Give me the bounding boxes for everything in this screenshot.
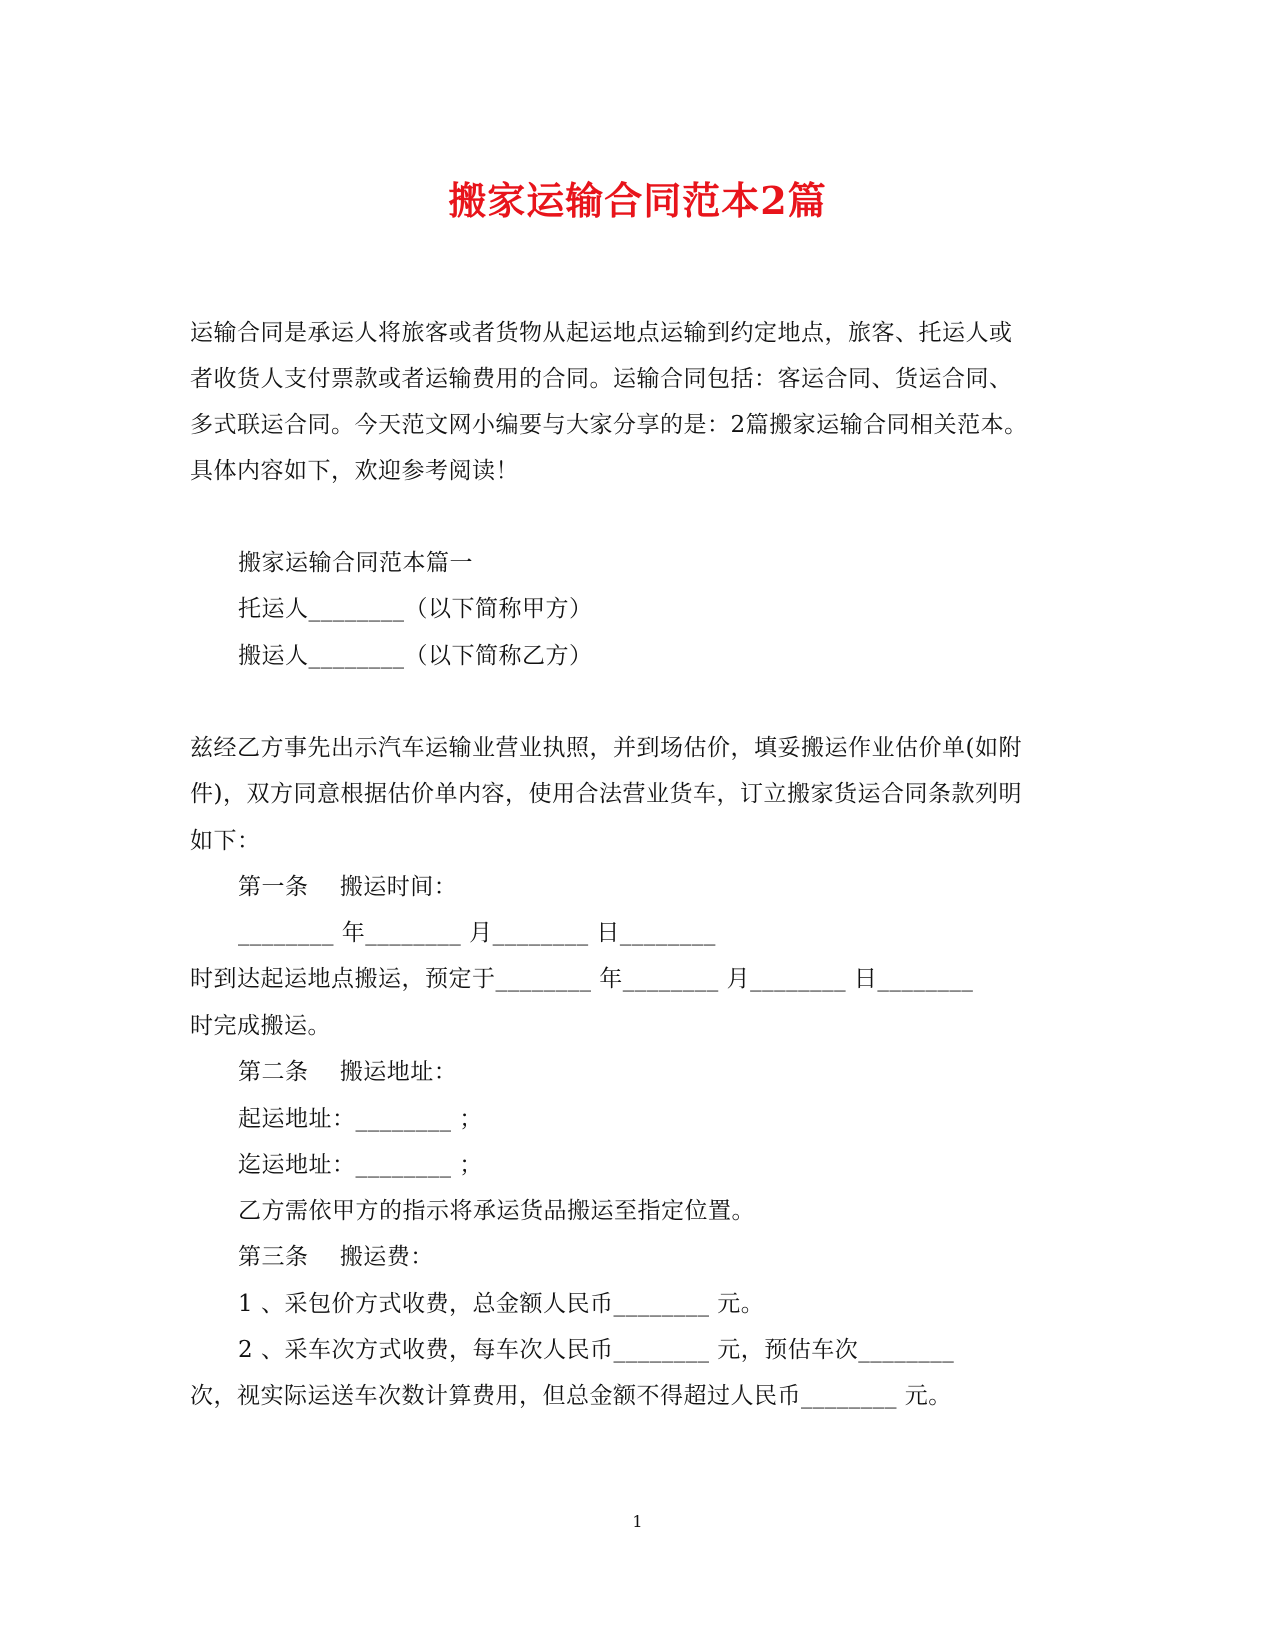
article-3-line-2: 2 、采车次方式收费，每车次人民币________ 元，预估车次________: [238, 1337, 955, 1363]
document-title: 搬家运输合同范本2篇: [448, 178, 827, 223]
article-1-line-2: 时到达起运地点搬运，预定于________ 年________ 月________ 日________: [190, 966, 974, 992]
article-3-line-3: 次，视实际运送车次数计算费用，但总金额不得超过人民币________ 元。: [190, 1383, 952, 1409]
article-1-line-3: 时完成搬运。: [190, 1013, 331, 1039]
preamble-line-1: 兹经乙方事先出示汽车运输业营业执照，并到场估价，填妥搬运作业估价单(如附: [190, 735, 1022, 761]
page-number: 1: [632, 1512, 643, 1531]
article-2-line-1: 起运地址：________ ；: [238, 1106, 483, 1132]
intro-line-2: 者收货人支付票款或者运输费用的合同。运输合同包括：客运合同、货运合同、: [190, 366, 1013, 392]
intro-line-3: 多式联运合同。今天范文网小编要与大家分享的是：2篇搬家运输合同相关范本。: [190, 412, 1028, 438]
article-1-title: 第一条 搬运时间：: [238, 874, 458, 900]
article-3-line-1: 1 、采包价方式收费，总金额人民币________ 元。: [238, 1291, 765, 1317]
party-b-line: 搬运人________（以下简称乙方）: [238, 643, 593, 669]
article-1-line-1: ________ 年________ 月________ 日________: [238, 920, 716, 946]
article-2-line-2: 迄运地址：________ ；: [238, 1152, 483, 1178]
preamble-line-2: 件)，双方同意根据估价单内容，使用合法营业货车，订立搬家货运合同条款列明: [190, 781, 1022, 807]
article-2-title: 第二条 搬运地址：: [238, 1059, 458, 1085]
preamble-line-3: 如下：: [190, 828, 261, 854]
article-3-title: 第三条 搬运费：: [238, 1244, 434, 1270]
intro-line-4: 具体内容如下，欢迎参考阅读！: [190, 458, 519, 484]
party-a-line: 托运人________（以下简称甲方）: [238, 596, 593, 622]
intro-line-1: 运输合同是承运人将旅客或者货物从起运地点运输到约定地点，旅客、托运人或: [190, 320, 1013, 346]
section-title: 搬家运输合同范本篇一: [238, 550, 473, 576]
article-2-line-3: 乙方需依甲方的指示将承运货品搬运至指定位置。: [238, 1198, 755, 1224]
